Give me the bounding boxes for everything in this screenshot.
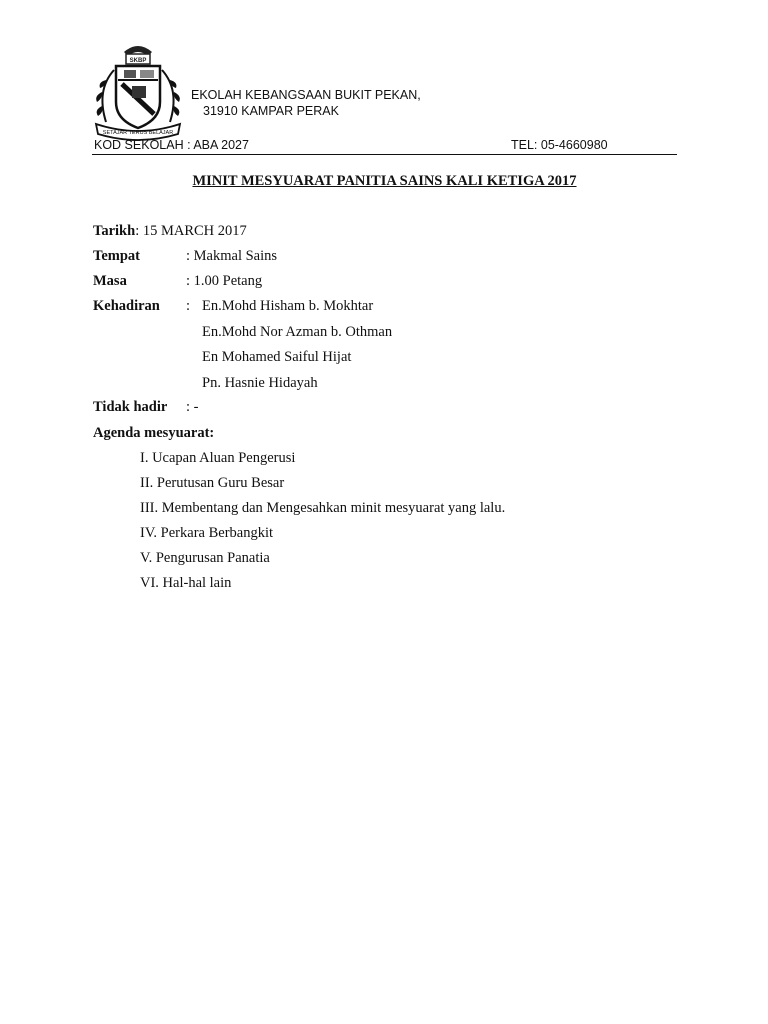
school-name: EKOLAH KEBANGSAAN BUKIT PEKAN, (191, 88, 421, 102)
place-label: Tempat (93, 248, 140, 264)
attendee-item: Pn. Hasnie Hidayah (202, 375, 318, 391)
attendee-item: En Mohamed Saiful Hijat (202, 349, 352, 365)
crest-motto: SETAJAR TERUS BELAJAR (102, 130, 174, 136)
time-value: : 1.00 Petang (186, 273, 263, 289)
crest-top-lettering: SKBP (129, 58, 147, 64)
attendance-label: Kehadiran (93, 298, 160, 314)
school-code: KOD SEKOLAH : ABA 2027 (94, 138, 249, 152)
school-crest-logo (88, 40, 188, 144)
header-divider (92, 154, 677, 155)
agenda-item: III. Membentang dan Mengesahkan minit mesyuarat yang lalu. (140, 500, 506, 516)
agenda-item: II. Perutusan Guru Besar (140, 475, 285, 491)
agenda-item: VI. Hal-hal lain (140, 575, 232, 591)
date-label: Tarikh (93, 223, 136, 239)
place-value: : Makmal Sains (186, 248, 278, 264)
place-row (93, 248, 593, 265)
agenda-item: IV. Perkara Berbangkit (140, 525, 274, 541)
date-row (93, 223, 247, 240)
attendance-row (93, 298, 213, 315)
attendee-item: En.Mohd Nor Azman b. Othman (202, 324, 393, 340)
time-row (93, 273, 593, 290)
time-label: Masa (93, 273, 127, 289)
document-title: MINIT MESYUARAT PANITIA SAINS KALI KETIGA 2017 (192, 173, 577, 189)
school-address: 31910 KAMPAR PERAK (203, 104, 339, 118)
absent-row (93, 399, 593, 416)
agenda-item: V. Pengurusan Panatia (140, 550, 270, 566)
agenda-heading: Agenda mesyuarat: (93, 425, 215, 441)
date-value: : 15 MARCH 2017 (135, 223, 247, 239)
school-telephone: TEL: 05-4660980 (511, 138, 608, 152)
absent-value: : - (186, 399, 199, 415)
agenda-item: I. Ucapan Aluan Pengerusi (140, 450, 296, 466)
attendance-colon: : (186, 298, 191, 314)
absent-label: Tidak hadir (93, 399, 168, 415)
attendee-item: En.Mohd Hisham b. Mokhtar (202, 298, 374, 314)
